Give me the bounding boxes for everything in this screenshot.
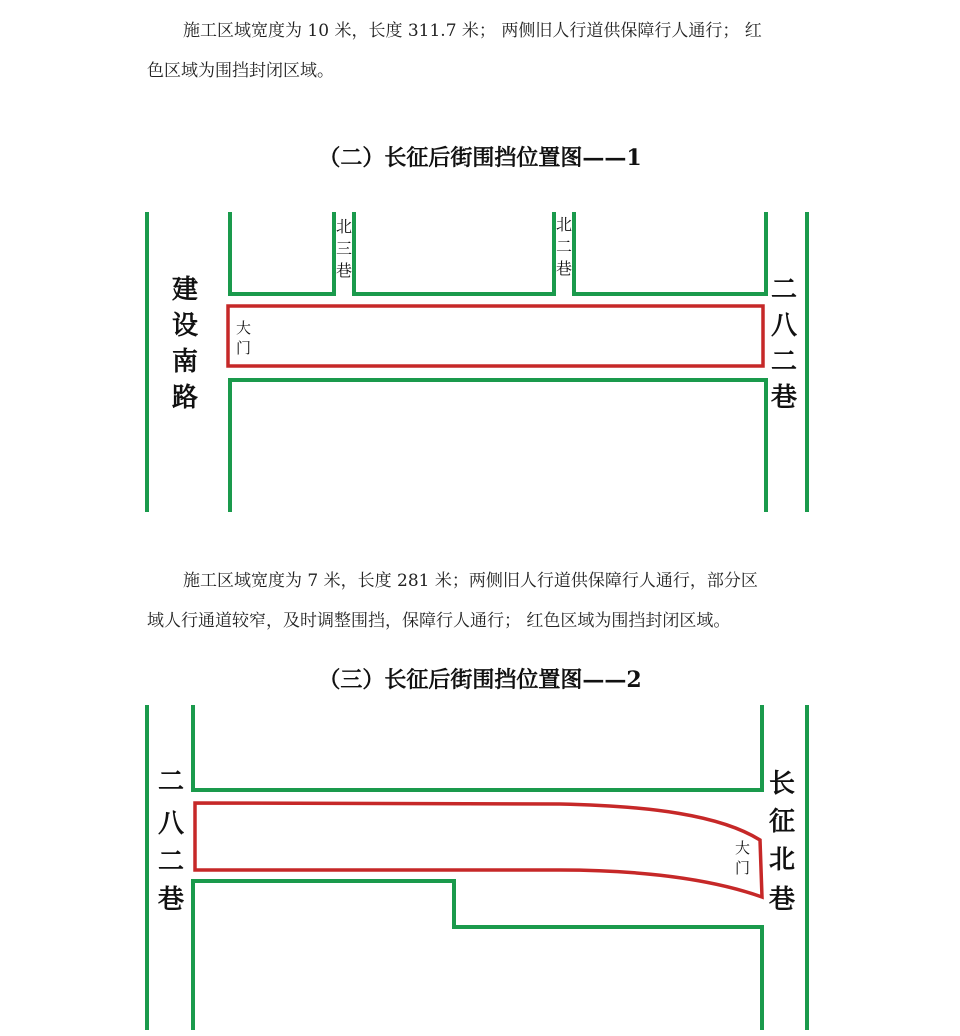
map1-enclosure-zone: [228, 306, 763, 366]
paragraph-1-line-2: 色区域为围挡封闭区域。: [147, 61, 334, 81]
paragraph-2-line-1: 施工区域宽度为 7 米，长度 281 米；两侧旧人行道供保障行人通行，部分区: [183, 571, 758, 591]
paragraph-1: [147, 11, 827, 91]
paragraph-2: [147, 561, 827, 641]
map2-gate-char: 门: [735, 859, 751, 877]
map1-bottom-block: [230, 380, 766, 512]
map2-gate-char: 大: [735, 839, 751, 857]
map1-right-road-char: 二: [771, 275, 798, 305]
map1-left-road-char: 路: [172, 383, 199, 413]
map1-left-road-char: 建: [172, 275, 199, 305]
map2-left-road-char: 二: [158, 767, 185, 797]
map1-lane-a-char: 三: [336, 239, 353, 258]
map2-bottom-block: [193, 881, 762, 1030]
map1-top-block: [230, 212, 334, 294]
map2-right-road-char: 征: [769, 807, 796, 837]
map1-left-road-char: 南: [172, 347, 199, 377]
map1-left-road-char: 设: [172, 311, 199, 341]
map2-right-road-char: 长: [769, 769, 796, 799]
map1-right-road-char: 二: [771, 347, 798, 377]
map1-lane-b-char: 北: [556, 215, 573, 234]
map1-lane-b-char: 巷: [556, 259, 573, 278]
map2-left-road-char: 八: [158, 809, 185, 839]
map1-lane-b-char: 二: [556, 237, 573, 256]
map1-top-block: [574, 212, 766, 294]
map2-top-block: [193, 705, 762, 790]
map-1: [0, 205, 960, 515]
map2-right-road-char: 北: [769, 845, 796, 875]
map1-lane-a-char: 巷: [336, 261, 353, 280]
map-2: [0, 700, 960, 1036]
paragraph-1-line-1: 施工区域宽度为 10 米，长度 311.7 米； 两侧旧人行道供保障行人通行； 红: [183, 21, 762, 41]
map1-top-block: [354, 212, 554, 294]
map1-gate-char: 大: [236, 319, 252, 337]
map2-right-road-char: 巷: [769, 885, 796, 915]
map2-left-road-char: 巷: [158, 885, 185, 915]
paragraph-2-line-2: 域人行通道较窄，及时调整围挡，保障行人通行； 红色区域为围挡封闭区域。: [147, 611, 731, 631]
map1-gate-char: 门: [236, 339, 252, 357]
section-heading-2: （二）长征后街围挡位置图——1: [318, 145, 642, 171]
map1-lane-a-char: 北: [336, 217, 353, 236]
map1-right-road-char: 巷: [771, 383, 798, 413]
map2-left-road-char: 二: [158, 847, 185, 877]
section-heading-3: （三）长征后街围挡位置图——2: [318, 667, 642, 693]
map1-right-road-char: 八: [771, 311, 798, 341]
